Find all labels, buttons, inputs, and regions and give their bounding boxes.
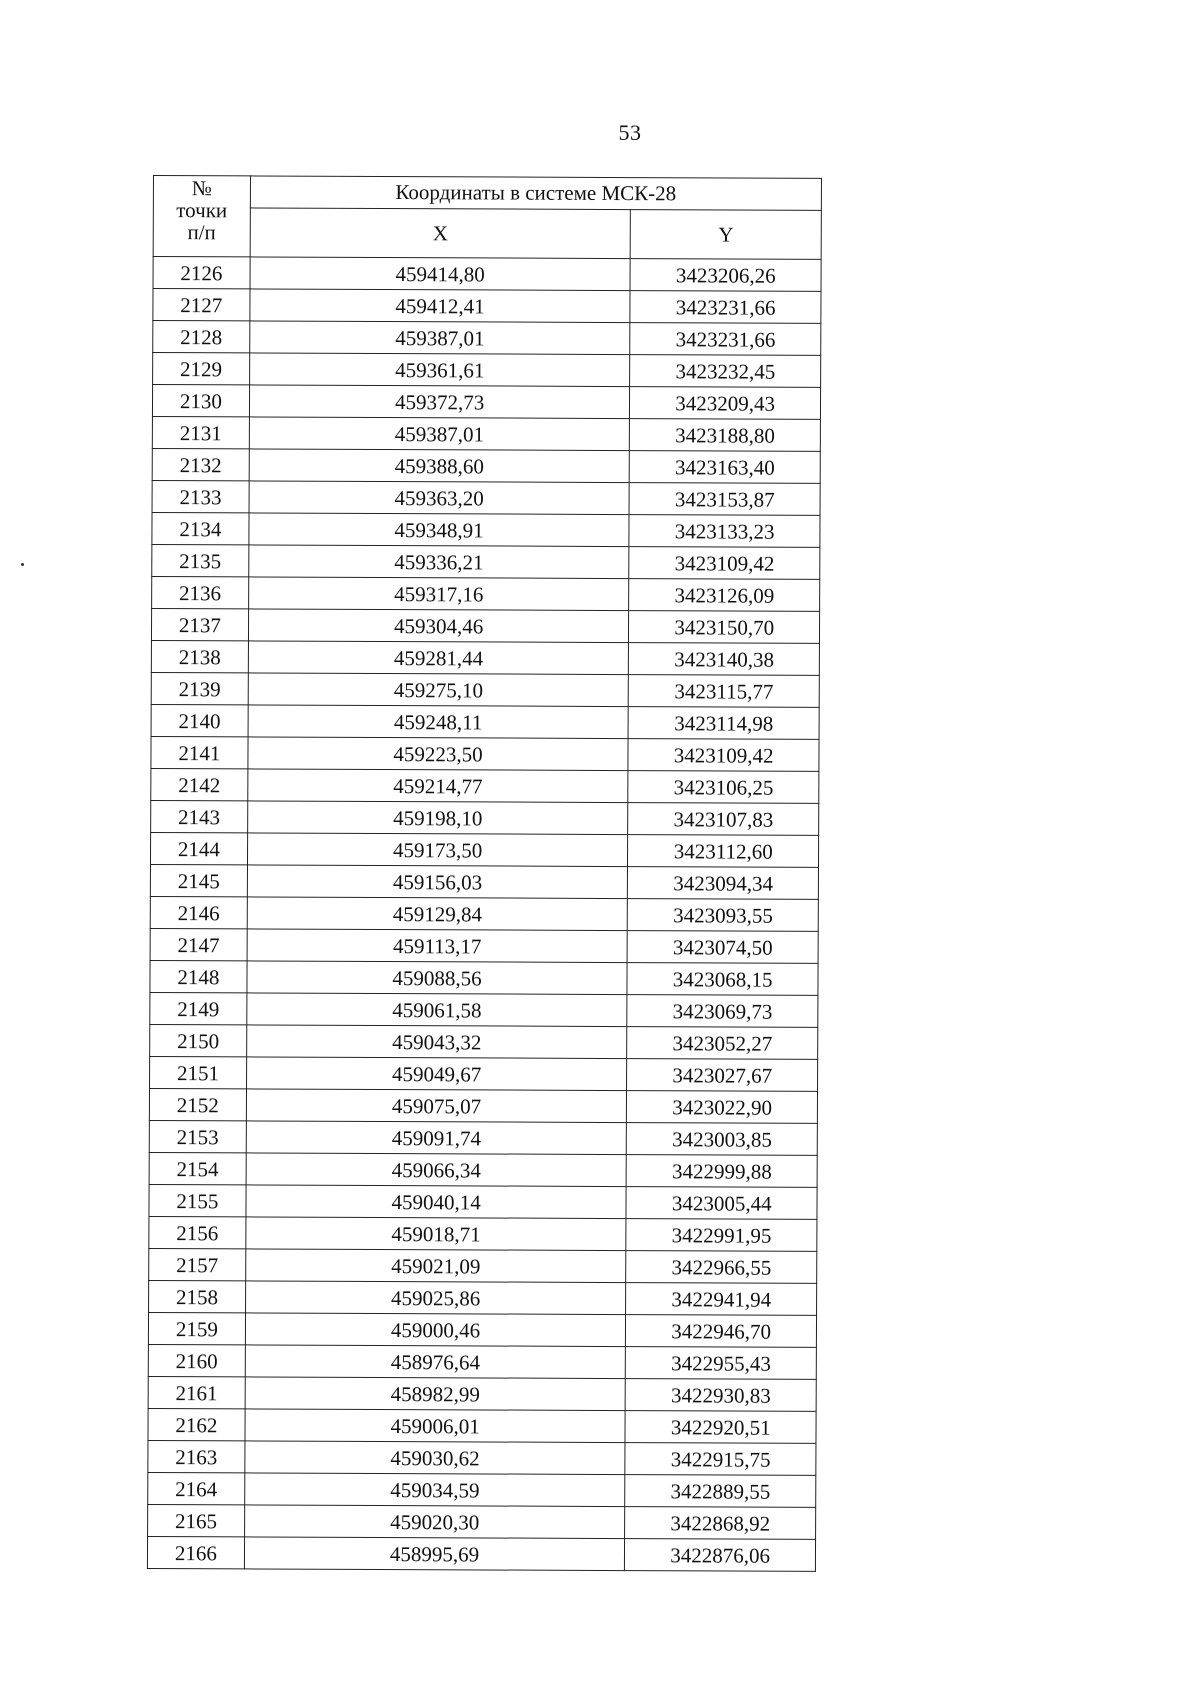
y-coordinate-cell: 3423231,66 [630,291,821,324]
y-coordinate-cell: 3423074,50 [627,931,818,964]
y-coordinate-cell: 3423153,87 [629,483,820,516]
table-row [150,1024,818,1059]
point-number-cell: 2147 [150,928,247,960]
header-point-number-line1: № [191,176,212,201]
point-number-cell: 2128 [153,321,250,353]
y-coordinate-cell: 3422889,55 [625,1475,816,1508]
point-number-cell: 2159 [148,1312,245,1344]
point-number-cell: 2135 [152,544,249,576]
point-number-cell: 2158 [149,1280,246,1312]
x-coordinate-cell: 459275,10 [248,673,629,707]
y-coordinate-cell: 3423094,34 [628,867,819,900]
table-row [152,416,820,451]
y-coordinate-cell: 3423052,27 [627,1027,818,1060]
y-coordinate-cell: 3423022,90 [627,1091,818,1124]
x-coordinate-cell: 458995,69 [244,1537,625,1571]
y-coordinate-cell: 3423232,45 [630,355,821,388]
x-coordinate-cell: 459363,20 [249,481,630,515]
y-coordinate-cell: 3423231,66 [630,323,821,356]
y-coordinate-cell: 3423107,83 [628,803,819,836]
y-coordinate-cell: 3423109,42 [629,547,820,580]
table-row [149,1216,817,1251]
point-number-cell: 2149 [150,992,247,1024]
point-number-cell: 2138 [151,640,248,672]
y-coordinate-cell: 3423109,42 [628,739,819,772]
y-coordinate-cell: 3423209,43 [630,387,821,420]
point-number-cell: 2148 [150,960,247,992]
table-body [147,257,821,1572]
table-row [152,512,820,547]
table-row [150,864,818,899]
table-row [150,896,818,931]
header-point-number [153,176,250,257]
x-coordinate-cell: 459248,11 [248,705,629,739]
table-row [149,1184,817,1219]
table-row [153,289,821,324]
point-number-cell: 2163 [148,1440,245,1472]
table-row [152,385,820,420]
point-number-cell: 2150 [150,1024,247,1056]
x-coordinate-cell: 459066,34 [246,1153,627,1187]
y-coordinate-cell: 3422930,83 [626,1379,817,1412]
y-coordinate-cell: 3422966,55 [626,1251,817,1284]
x-coordinate-cell: 459075,07 [246,1089,627,1123]
table-row [152,448,820,483]
y-coordinate-cell: 3423206,26 [630,259,821,292]
y-coordinate-cell: 3423112,60 [628,835,819,868]
y-coordinate-cell: 3423005,44 [626,1187,817,1220]
y-coordinate-cell: 3423106,25 [628,771,819,804]
table-row [150,960,818,995]
y-coordinate-cell: 3423003,85 [627,1123,818,1156]
table-row [147,1536,815,1571]
x-coordinate-cell: 459281,44 [248,641,629,675]
y-coordinate-cell: 3423069,73 [627,995,818,1028]
point-number-cell: 2144 [150,832,247,864]
table-row [149,1152,817,1187]
x-coordinate-cell: 459006,01 [245,1409,626,1443]
y-coordinate-cell: 3423126,09 [629,579,820,612]
x-coordinate-cell: 459018,71 [246,1217,627,1251]
page-number: 53 [618,120,642,145]
y-coordinate-cell: 3423115,77 [629,675,820,708]
table-row [148,1376,816,1411]
point-number-cell: 2142 [151,768,248,800]
x-coordinate-cell: 459387,01 [249,417,630,451]
table-row [152,544,820,579]
x-coordinate-cell: 459412,41 [250,289,631,323]
y-coordinate-cell: 3422915,75 [625,1443,816,1476]
point-number-cell: 2154 [149,1152,246,1184]
header-y: Y [631,210,822,260]
table-row [149,1280,817,1315]
x-coordinate-cell: 459156,03 [247,865,628,899]
x-coordinate-cell: 459361,61 [249,353,630,387]
table-row [151,768,819,803]
x-coordinate-cell: 459387,01 [250,321,631,355]
table-row [151,640,819,675]
point-number-cell: 2143 [151,800,248,832]
x-coordinate-cell: 459317,16 [248,577,629,611]
x-coordinate-cell: 459214,77 [248,769,629,803]
x-coordinate-cell: 459021,09 [245,1249,626,1283]
table-row [151,800,819,835]
y-coordinate-cell: 3422955,43 [626,1347,817,1380]
point-number-cell: 2126 [153,257,250,289]
table-row [149,1120,817,1155]
point-number-cell: 2151 [150,1056,247,1088]
point-number-cell: 2160 [148,1344,245,1376]
point-number-cell: 2153 [149,1120,246,1152]
x-coordinate-cell: 459336,21 [249,545,630,579]
coordinates-table [147,175,822,1572]
y-coordinate-cell: 3423133,23 [629,515,820,548]
table-row [148,1312,816,1347]
table-row [151,704,819,739]
table-row [150,928,818,963]
x-coordinate-cell: 459049,67 [246,1057,627,1091]
table-row [153,257,821,292]
point-number-cell: 2130 [152,385,249,417]
point-number-cell: 2165 [148,1504,245,1536]
table-row [151,672,819,707]
y-coordinate-cell: 3423163,40 [630,451,821,484]
table-row [148,1440,816,1475]
y-coordinate-cell: 3422920,51 [625,1411,816,1444]
y-coordinate-cell: 3422941,94 [626,1283,817,1316]
x-coordinate-cell: 459129,84 [247,897,628,931]
table-row [148,1344,816,1379]
table-row [150,1056,818,1091]
point-number-cell: 2162 [148,1408,245,1440]
y-coordinate-cell: 3422946,70 [626,1315,817,1348]
x-coordinate-cell: 459040,14 [246,1185,627,1219]
header-coordinates: Координаты в системе МСК-28 [250,176,821,210]
table-row [151,608,819,643]
y-coordinate-cell: 3423188,80 [630,419,821,452]
y-coordinate-cell: 3422868,92 [625,1507,816,1540]
header-x: X [250,208,631,259]
point-number-cell: 2141 [151,736,248,768]
point-number-cell: 2156 [149,1216,246,1248]
table-row [152,576,820,611]
point-number-cell: 2132 [152,448,249,480]
header-point-number-line2: точки [176,198,228,223]
x-coordinate-cell: 459034,59 [244,1473,625,1507]
x-coordinate-cell: 459223,50 [248,737,629,771]
point-number-cell: 2134 [152,512,249,544]
table-row [148,1408,816,1443]
table-row [149,1248,817,1283]
table-row [148,1504,816,1539]
x-coordinate-cell: 459088,56 [247,961,628,995]
y-coordinate-cell: 3423150,70 [629,611,820,644]
header-point-number-line3: п/п [187,220,216,245]
x-coordinate-cell: 459388,60 [249,449,630,483]
x-coordinate-cell: 459173,50 [247,833,628,867]
point-number-cell: 2164 [148,1472,245,1504]
point-number-cell: 2133 [152,480,249,512]
point-number-cell: 2155 [149,1184,246,1216]
y-coordinate-cell: 3422991,95 [626,1219,817,1252]
point-number-cell: 2145 [150,864,247,896]
table-row [150,992,818,1027]
y-coordinate-cell: 3423114,98 [628,707,819,740]
x-coordinate-cell: 459030,62 [245,1441,626,1475]
y-coordinate-cell: 3423093,55 [628,899,819,932]
table-row [150,832,818,867]
scan-speck [21,563,24,566]
x-coordinate-cell: 459372,73 [249,385,630,419]
point-number-cell: 2161 [148,1376,245,1408]
y-coordinate-cell: 3422999,88 [626,1155,817,1188]
table-row [152,480,820,515]
x-coordinate-cell: 459304,46 [248,609,629,643]
x-coordinate-cell: 459414,80 [250,257,631,291]
x-coordinate-cell: 458982,99 [245,1377,626,1411]
y-coordinate-cell: 3423027,67 [627,1059,818,1092]
point-number-cell: 2127 [153,289,250,321]
point-number-cell: 2140 [151,704,248,736]
point-number-cell: 2129 [153,353,250,385]
point-number-cell: 2136 [152,576,249,608]
point-number-cell: 2137 [151,608,248,640]
x-coordinate-cell: 459025,86 [245,1281,626,1315]
x-coordinate-cell: 459000,46 [245,1313,626,1347]
y-coordinate-cell: 3422876,06 [625,1539,816,1572]
table-row [151,736,819,771]
point-number-cell: 2166 [147,1536,244,1568]
y-coordinate-cell: 3423140,38 [629,643,820,676]
y-coordinate-cell: 3423068,15 [627,963,818,996]
point-number-cell: 2157 [149,1248,246,1280]
table-row [148,1472,816,1507]
point-number-cell: 2146 [150,896,247,928]
x-coordinate-cell: 459091,74 [246,1121,627,1155]
table-row [153,321,821,356]
table-row [153,353,821,388]
x-coordinate-cell: 459020,30 [244,1505,625,1539]
x-coordinate-cell: 459348,91 [249,513,630,547]
point-number-cell: 2131 [152,416,249,448]
x-coordinate-cell: 459043,32 [246,1025,627,1059]
point-number-cell: 2152 [149,1088,246,1120]
x-coordinate-cell: 458976,64 [245,1345,626,1379]
x-coordinate-cell: 459113,17 [247,929,628,963]
x-coordinate-cell: 459198,10 [247,801,628,835]
point-number-cell: 2139 [151,672,248,704]
x-coordinate-cell: 459061,58 [247,993,628,1027]
table-row [149,1088,817,1123]
